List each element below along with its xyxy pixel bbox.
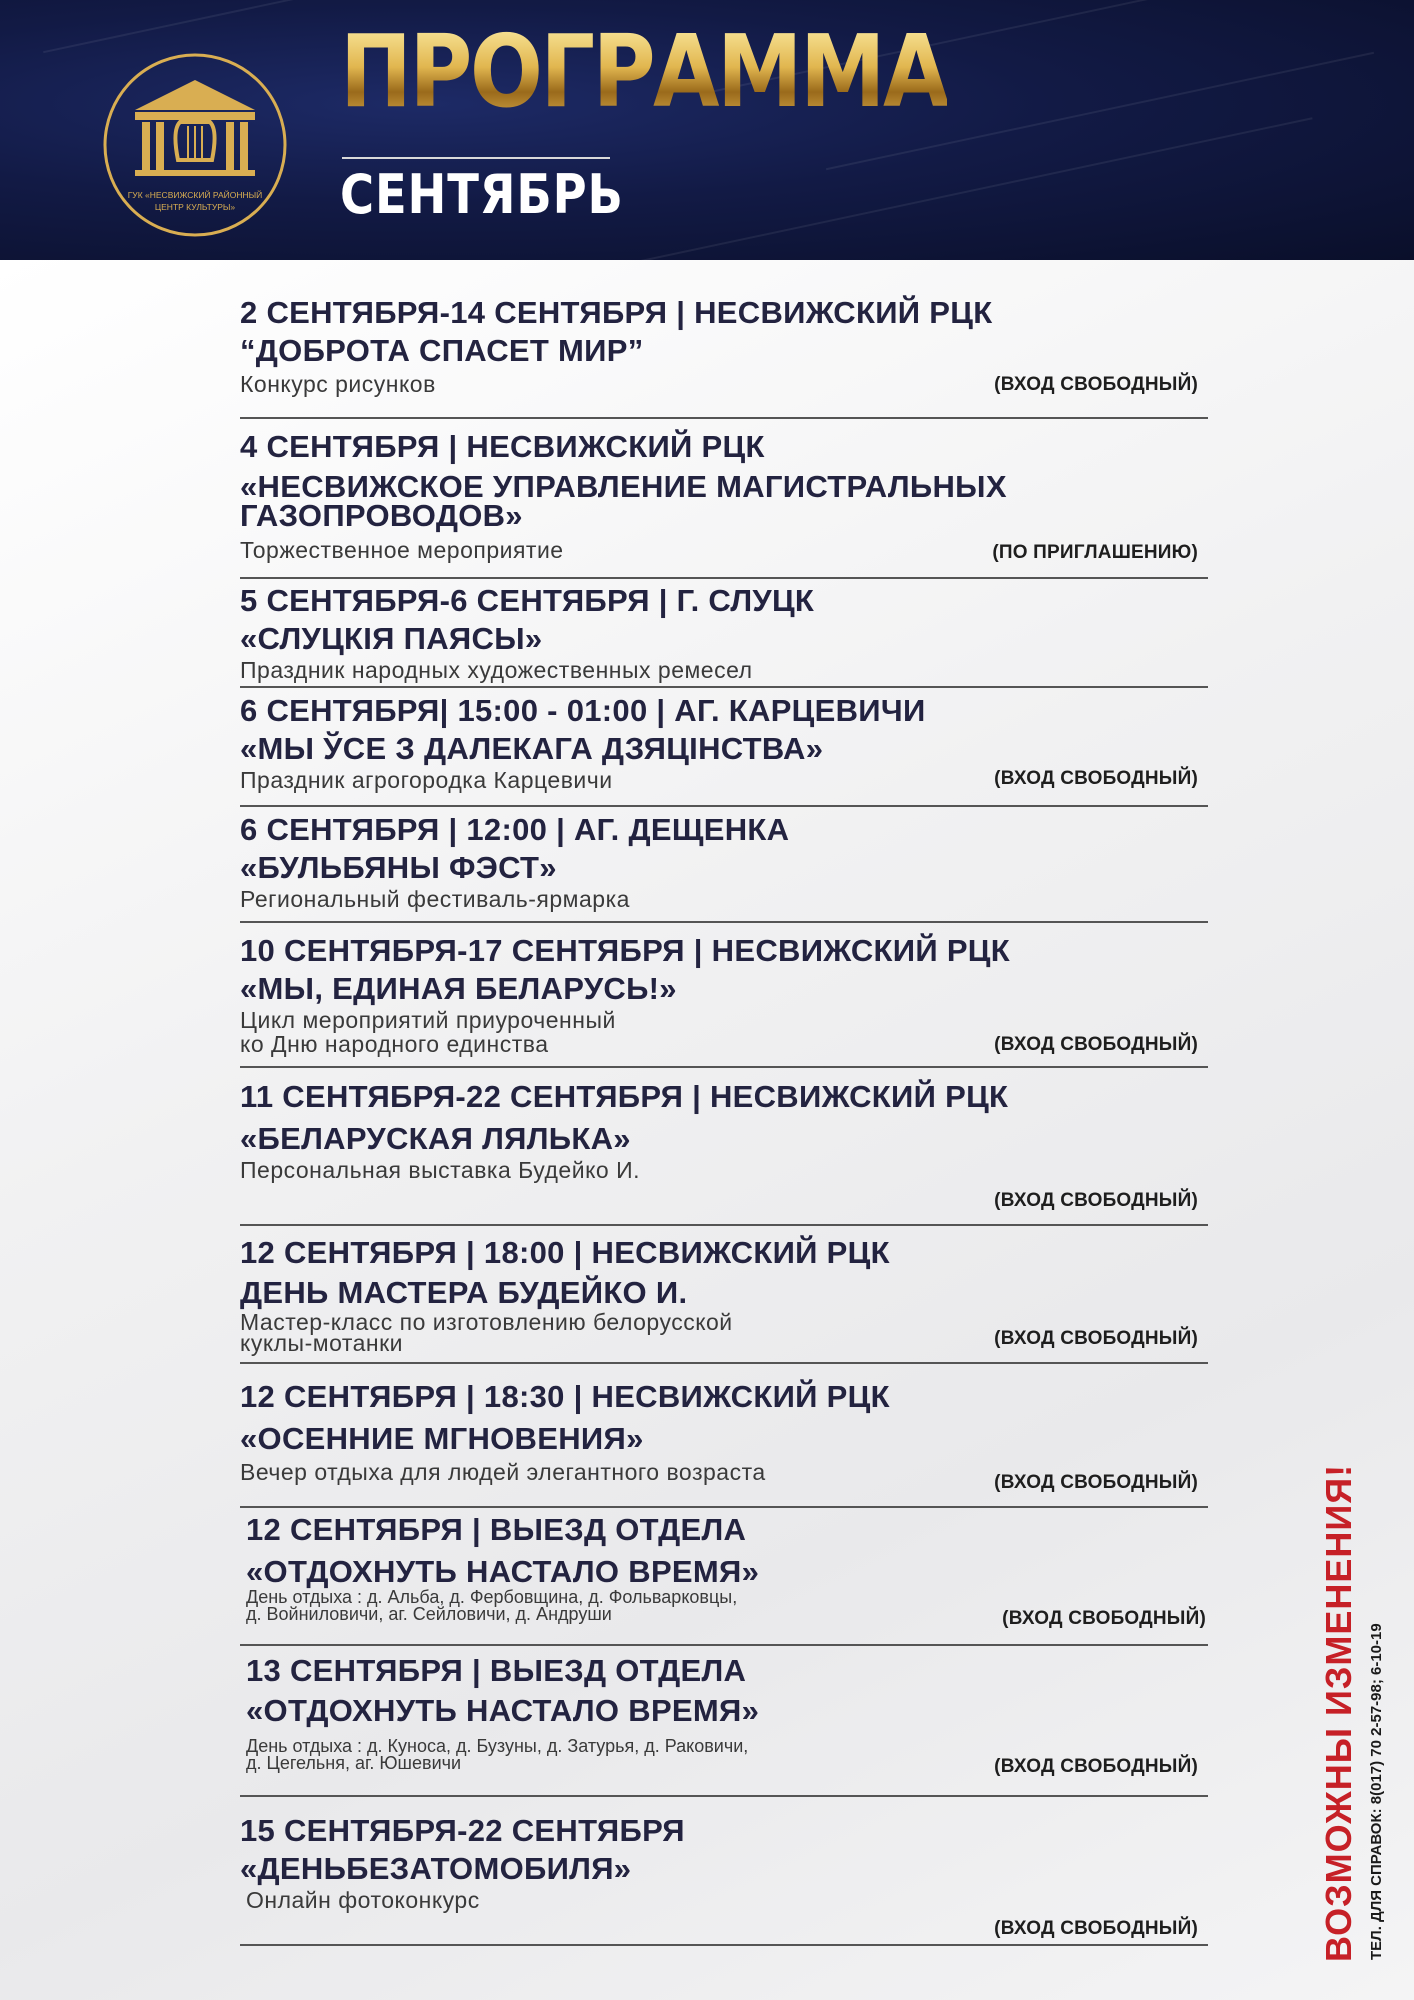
event-date-venue: 10 СЕНТЯБРЯ-17 СЕНТЯБРЯ | НЕСВИЖСКИЙ РЦК xyxy=(240,933,1010,968)
phone-info: ТЕЛ. ДЛЯ СПРАВОК: 8(017) 70 2-57-98; 6-10-19 xyxy=(1368,1623,1385,1960)
event-title: «ОТДОХНУТЬ НАСТАЛО ВРЕМЯ» xyxy=(246,1554,760,1589)
entry-note: (ВХОД СВОБОДНЫЙ) xyxy=(994,1328,1198,1349)
event-title: «ДЕНЬБЕЗАТОМОБИЛЯ» xyxy=(240,1851,632,1886)
event-description: Вечер отдыха для людей элегантного возраста xyxy=(240,1459,766,1485)
event-item xyxy=(240,294,1206,396)
event-title: «МЫ, ЕДИНАЯ БЕЛАРУСЬ!» xyxy=(240,971,677,1006)
event-title: “ДОБРОТА СПАСЕТ МИР” xyxy=(240,333,644,368)
event-item xyxy=(240,1812,1206,1939)
event-item xyxy=(240,1234,1206,1354)
event-description: Онлайн фотоконкурс xyxy=(246,1887,480,1913)
event-description: ко Дню народного единства xyxy=(240,1031,549,1057)
header-banner xyxy=(0,0,1414,260)
event-date-venue: 12 СЕНТЯБРЯ | ВЫЕЗД ОТДЕЛА xyxy=(246,1512,747,1547)
event-item xyxy=(240,1078,1206,1211)
event-item xyxy=(240,582,1206,682)
logo-text-1: ГУК «НЕСВИЖСКИЙ РАЙОННЫЙ xyxy=(127,190,263,200)
event-description: Конкурс рисунков xyxy=(240,371,436,397)
event-description: Мастер-класс по изготовлению белорусской xyxy=(240,1309,733,1335)
divider xyxy=(240,921,1208,923)
event-title: «ОСЕННИЕ МГНОВЕНИЯ» xyxy=(240,1421,644,1456)
event-description: День отдыха : д. Альба, д. Фербовщина, д. Фольварковцы, xyxy=(246,1587,738,1607)
event-description: д. Войниловичи, аг. Сейловичи, д. Андруши xyxy=(246,1604,612,1624)
event-title: «НЕСВИЖСКОЕ УПРАВЛЕНИЕ МАГИСТРАЛЬНЫХ ГАЗОПРОВОДОВ» xyxy=(240,469,1007,533)
divider xyxy=(240,1066,1208,1068)
event-description: Торжественное мероприятие xyxy=(240,537,564,563)
logo-text-2: ЦЕНТР КУЛЬТУРЫ» xyxy=(154,202,236,212)
divider xyxy=(240,577,1208,579)
divider xyxy=(240,686,1208,688)
event-title: «БЕЛАРУСКАЯ ЛЯЛЬКА» xyxy=(240,1121,631,1156)
event-description: д. Цегельня, аг. Юшевичи xyxy=(246,1753,462,1773)
entry-note: (ВХОД СВОБОДНЫЙ) xyxy=(994,768,1198,789)
entry-note: (ВХОД СВОБОДНЫЙ) xyxy=(994,1472,1198,1493)
event-date-venue: 11 СЕНТЯБРЯ-22 СЕНТЯБРЯ | НЕСВИЖСКИЙ РЦК xyxy=(240,1079,1009,1114)
event-date-venue: 12 СЕНТЯБРЯ | 18:00 | НЕСВИЖСКИЙ РЦК xyxy=(240,1235,890,1270)
divider xyxy=(240,1506,1208,1508)
event-description: Региональный фестиваль-ярмарка xyxy=(240,886,630,912)
event-title: «МЫ ЎСЕ З ДАЛЕКАГА ДЗЯЦІНСТВА» xyxy=(240,731,824,766)
culture-center-logo xyxy=(100,50,290,240)
event-title: «СЛУЦКІЯ ПАЯСЫ» xyxy=(240,621,543,656)
event-description: Праздник народных художественных ремесел xyxy=(240,657,753,683)
event-date-venue: 2 СЕНТЯБРЯ-14 СЕНТЯБРЯ | НЕСВИЖСКИЙ РЦК xyxy=(240,295,993,330)
page-subtitle: СЕНТЯБРЬ xyxy=(340,163,624,226)
event-item xyxy=(240,692,1206,792)
event-item xyxy=(240,932,1206,1056)
event-item xyxy=(240,1378,1206,1493)
event-item xyxy=(240,428,1206,562)
event-description: Персональная выставка Будейко И. xyxy=(240,1157,640,1183)
title-divider xyxy=(342,157,610,159)
event-date-venue: 4 СЕНТЯБРЯ | НЕСВИЖСКИЙ РЦК xyxy=(240,429,765,464)
entry-note: (ВХОД СВОБОДНЫЙ) xyxy=(994,1756,1198,1777)
entry-note: (ВХОД СВОБОДНЫЙ) xyxy=(994,1918,1198,1939)
entry-note: (ВХОД СВОБОДНЫЙ) xyxy=(1002,1608,1206,1629)
divider xyxy=(240,805,1208,807)
event-description: Цикл мероприятий приуроченный xyxy=(240,1007,616,1033)
entry-note: (ВХОД СВОБОДНЫЙ) xyxy=(994,374,1198,395)
event-item xyxy=(246,1511,1212,1629)
event-description: куклы-мотанки xyxy=(240,1330,404,1356)
entry-note: (ПО ПРИГЛАШЕНИЮ) xyxy=(992,542,1198,563)
entry-note: (ВХОД СВОБОДНЫЙ) xyxy=(994,1034,1198,1055)
event-description: Праздник агрогородка Карцевичи xyxy=(240,767,613,793)
event-date-venue: 6 СЕНТЯБРЯ | 12:00 | АГ. ДЕЩЕНКА xyxy=(240,812,790,847)
divider xyxy=(240,1644,1208,1646)
divider xyxy=(240,1224,1208,1226)
event-title: «БУЛЬБЯНЫ ФЭСТ» xyxy=(240,850,557,885)
event-item xyxy=(240,811,1206,911)
event-item xyxy=(246,1652,1212,1777)
event-title: ДЕНЬ МАСТЕРА БУДЕЙКО И. xyxy=(240,1275,688,1310)
event-title: «ОТДОХНУТЬ НАСТАЛО ВРЕМЯ» xyxy=(246,1693,760,1728)
divider xyxy=(240,1362,1208,1364)
changes-warning: ВОЗМОЖНЫ ИЗМЕНЕНИЯ! xyxy=(1318,1463,1359,1962)
entry-note: (ВХОД СВОБОДНЫЙ) xyxy=(994,1190,1198,1211)
event-description: День отдыха : д. Куноса, д. Бузуны, д. Затурья, д. Раковичи, xyxy=(246,1736,749,1756)
event-date-venue: 15 СЕНТЯБРЯ-22 СЕНТЯБРЯ xyxy=(240,1813,685,1848)
divider xyxy=(240,417,1208,419)
page-title: ПРОГРАММА xyxy=(340,13,947,130)
divider xyxy=(240,1795,1208,1797)
event-date-venue: 6 СЕНТЯБРЯ| 15:00 - 01:00 | АГ. КАРЦЕВИЧИ xyxy=(240,693,926,728)
event-date-venue: 5 СЕНТЯБРЯ-6 СЕНТЯБРЯ | Г. СЛУЦК xyxy=(240,583,815,618)
event-date-venue: 12 СЕНТЯБРЯ | 18:30 | НЕСВИЖСКИЙ РЦК xyxy=(240,1379,890,1414)
event-date-venue: 13 СЕНТЯБРЯ | ВЫЕЗД ОТДЕЛА xyxy=(246,1653,747,1688)
divider xyxy=(240,1944,1208,1946)
